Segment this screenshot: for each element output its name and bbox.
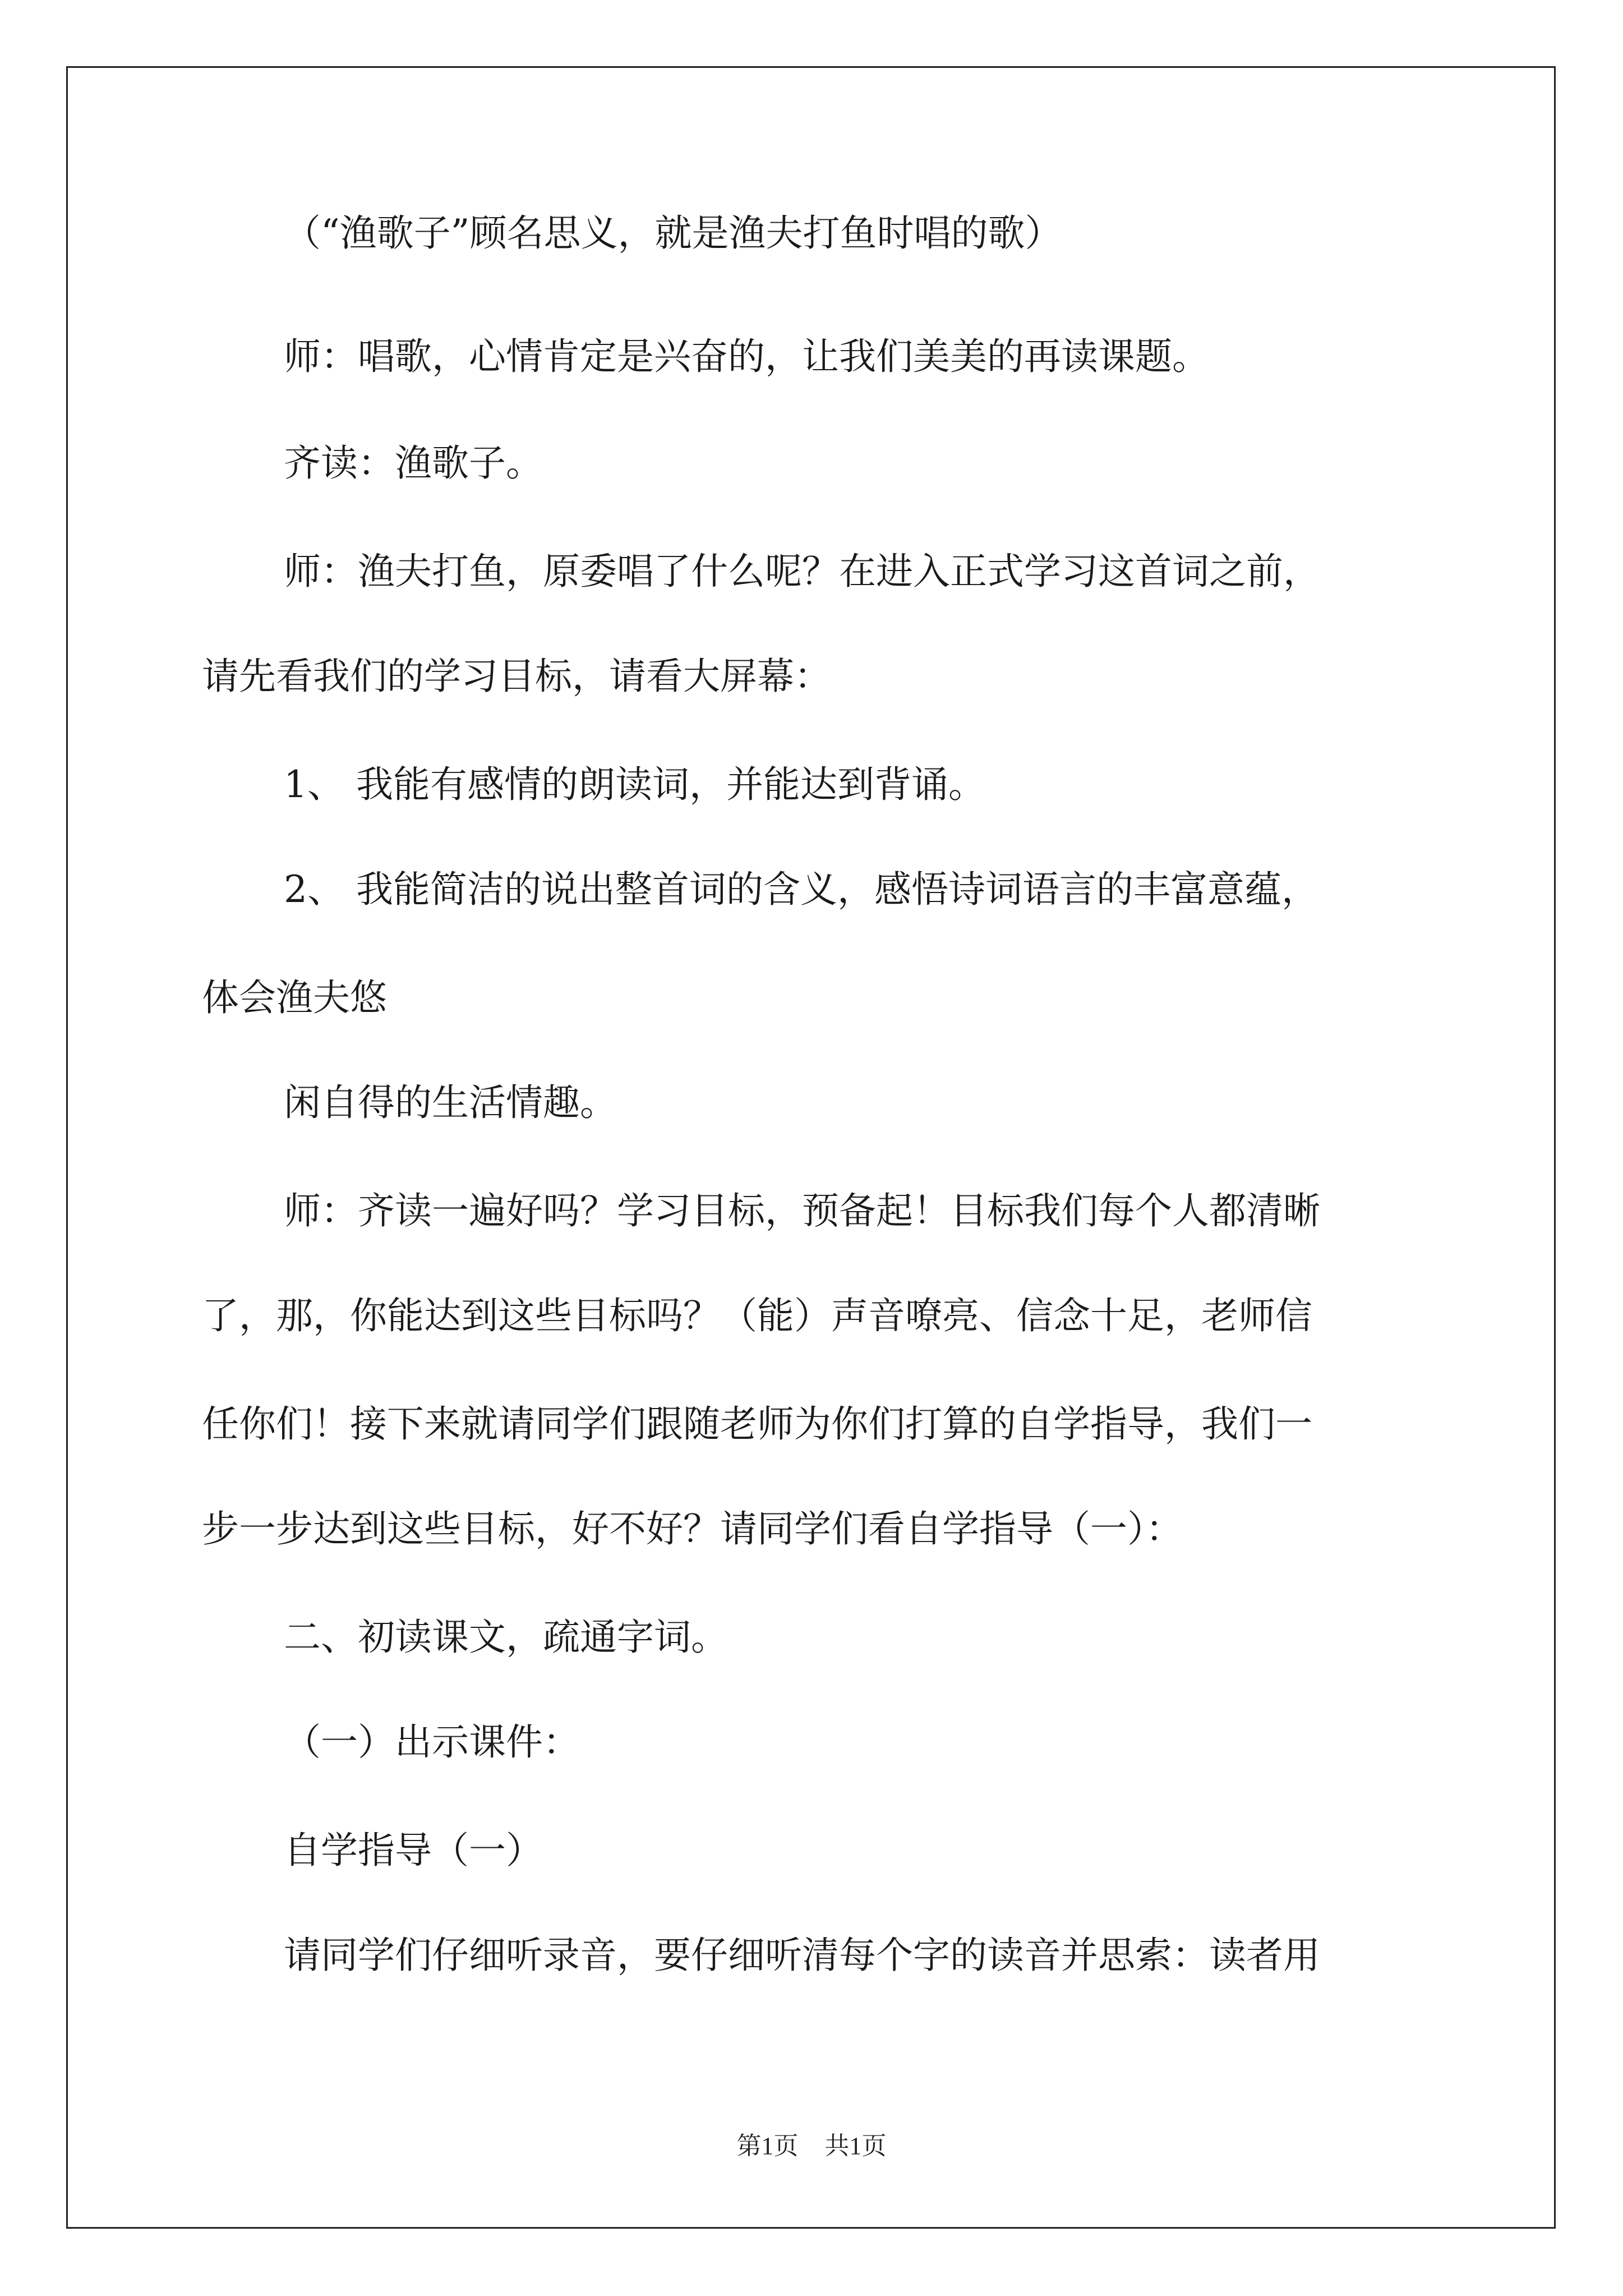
paragraph-line: 任你们！接下来就请同学们跟随老师为你们打算的自学指导，我们一	[202, 1402, 1312, 1446]
paragraph-line: （一）出示课件：	[284, 1720, 580, 1764]
paragraph-line: 请先看我们的学习目标，请看大屏幕：	[202, 655, 831, 698]
paragraph-line: 师：渔夫打鱼，原委唱了什么呢？在进入正式学习这首词之前，	[284, 550, 1320, 593]
list-item: 1、 我能有感情的朗读词，并能达到背诵。	[284, 763, 985, 806]
paragraph-line: 步一步达到这些目标，好不好？请同学们看自学指导（一）：	[202, 1507, 1183, 1550]
paragraph-line: 师：齐读一遍好吗？学习目标，预备起！目标我们每个人都清晰	[284, 1189, 1320, 1232]
page-footer	[0, 2132, 1623, 2161]
page-total: 共1页	[824, 2132, 887, 2160]
paragraph-line: 了，那，你能达到这些目标吗？（能）声音嘹亮、信念十足，老师信	[202, 1294, 1312, 1337]
page-number: 第1页	[736, 2132, 799, 2160]
paragraph-line: 齐读：渔歌子。	[284, 441, 543, 485]
list-item: 2、 我能简洁的说出整首词的含义，感悟诗词语言的丰富意蕴，	[284, 868, 1318, 911]
paragraph-line: 请同学们仔细听录音，要仔细听清每个字的读音并思索：读者用	[284, 1934, 1320, 1977]
paragraph-line: 自学指导（一）	[284, 1829, 543, 1872]
paragraph-line: 师：唱歌，心情肯定是兴奋的，让我们美美的再读课题。	[284, 335, 1209, 378]
section-heading: 二、初读课文，疏通字词。	[284, 1616, 728, 1659]
paragraph-line: 闲自得的生活情趣。	[284, 1081, 617, 1124]
paragraph-line: （“渔歌子”顾名思义，就是渔夫打鱼时唱的歌）	[284, 211, 1062, 255]
paragraph-line: 体会渔夫悠	[202, 976, 387, 1019]
page-border	[66, 66, 1556, 2229]
